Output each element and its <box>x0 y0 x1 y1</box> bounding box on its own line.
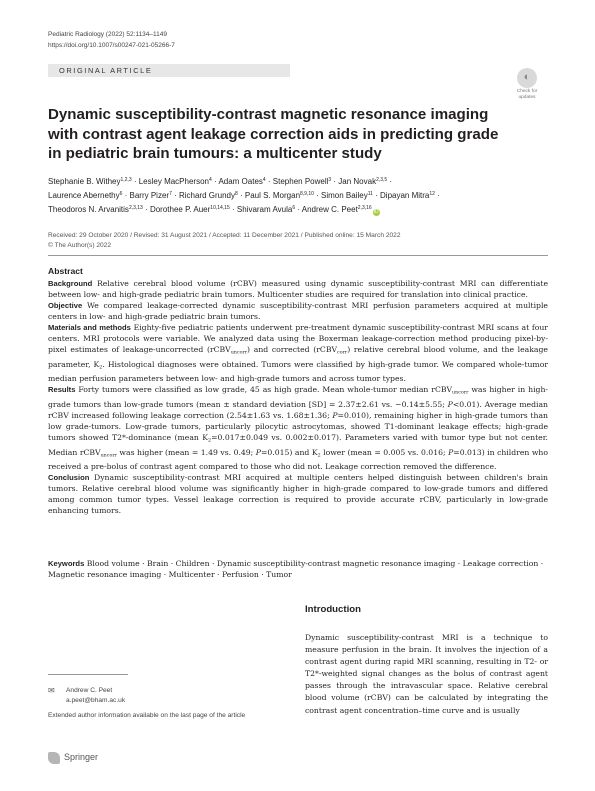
author-name[interactable]: Simon Bailey <box>321 191 368 201</box>
p-symbol: P <box>448 447 454 457</box>
keywords-text: Blood volume · Brain · Children · Dynamic susceptibility-contrast magnetic resonance imaging · Leakage correction · Magnetic resonance imaging · Multicenter · Perfusion · Tumor <box>48 559 544 580</box>
keywords-label: Keywords <box>48 559 85 568</box>
abstract-text: Relative cerebral blood volume (rCBV) measured using dynamic susceptibility-contrast MRI can differentiate between low- and high-grade pediatric brain tumors. Multicenter studies are required for translation into clinical practice. <box>48 279 548 300</box>
abstract-text: We compared leakage-corrected dynamic susceptibility-contrast MRI perfusion parameters acquired at multiple centers in low- and high-grade pediatric brain tumors. <box>48 301 548 322</box>
author-affiliation: 10,14,15 <box>210 205 230 212</box>
author-affiliation: 6 <box>119 191 123 198</box>
author-name[interactable]: Dorothee P. Auer <box>149 205 211 215</box>
check-for-updates-label: Check for updates <box>516 89 538 100</box>
subscript: 2 <box>317 453 321 459</box>
abstract-text: =0.015) and K <box>260 447 318 457</box>
author-affiliation: 2,3,5 <box>376 177 388 183</box>
abstract-text: . Histological diagnoses were obtained. Tumors were classified by high-grade tumor. We compared whole-tumor median perfusion parameters between low- and high-grade tumors and across tumor types. <box>48 359 548 384</box>
abstract-text: =0.010), remaining higher in high-grade tumors than low grade-tumors. Low-grade tumors, particularly pilocytic astrocytomas, showed T1-dominant leakage effects; high-grade tumors showed T2*-dominance (mean K <box>48 411 548 443</box>
introduction-heading: Introduction <box>305 604 361 615</box>
author-affiliation: 6 <box>292 205 296 212</box>
author-affiliation: 8 <box>234 191 238 198</box>
author-affiliation: 11 <box>367 191 373 198</box>
envelope-icon: ✉ <box>48 686 55 695</box>
article-type-label: ORIGINAL ARTICLE <box>59 66 153 75</box>
author-name[interactable]: Lesley MacPherson <box>138 177 209 186</box>
author-affiliation: 3 <box>328 177 332 183</box>
author-name[interactable]: Paul S. Morgan <box>244 191 301 201</box>
author-name[interactable]: Stephen Powell <box>272 177 329 186</box>
abstract-label: Background <box>48 279 93 288</box>
author-name[interactable]: Adam Oates <box>218 177 263 186</box>
publisher-name: Springer <box>64 752 99 762</box>
p-symbol: P <box>255 447 261 457</box>
article-title: Dynamic susceptibility-contrast magnetic resonance imaging with contrast agent leakage correction aids in predicting grade in pediatric brain tumours: a multicenter study <box>48 106 499 162</box>
orcid-icon[interactable]: iD <box>373 209 379 216</box>
abstract-text: Dynamic susceptibility-contrast MRI acquired at multiple centers helped distinguish between children's brain tumors. Relative cerebral blood volume was significantly higher in high-grade compared to low-grade tumors and differed among common tumor types. Vessel leakage correction is required to provide accurate rCBV, particularly in low-grade enhancing tumors. <box>48 473 548 516</box>
subscript: corr <box>337 350 348 356</box>
p-symbol: P <box>447 399 453 409</box>
abstract-text: ) relative cerebral blood volume, and the leakage parameter, K <box>48 345 548 369</box>
author-name[interactable]: Theodoros N. Arvanitis <box>48 205 129 215</box>
abstract-text: was higher in high-grade tumors than low-grade tumors (mean ± standard deviation [SD] = 2.37±2.61 vs. −0.14±5.55; <box>48 385 548 409</box>
abstract-text: =0.013) in children who received a pre-bolus of contrast agent compared to those who did not. Leakage correction removed the difference. <box>48 447 548 472</box>
subscript: 2 <box>99 365 103 371</box>
author-affiliation: 1,2,3 <box>120 177 132 183</box>
abstract-text: lower (mean = 0.005 vs. 0.016; <box>320 447 449 457</box>
abstract-label: Results <box>48 385 76 395</box>
copyright: © The Author(s) 2022 <box>48 242 112 249</box>
abstract-conclusion <box>48 472 548 516</box>
author-name[interactable]: Laurence Abernethy <box>48 191 120 201</box>
author-affiliation: 7 <box>169 191 172 198</box>
introduction-body: Dynamic susceptibility-contrast MRI is a technique to measure perfusion in the brain. It involves the injection of a contrast agent during rapid MRI scanning, resulting in T2- or T2*-weighted signal changes as the bolus of contrast agent passes through the intravascular space. Relative cerebral blood volume (rCBV) can be calculated by integrating the contrast agent concentration–time curve and is usually <box>305 633 548 715</box>
subscript: 2 <box>208 438 212 444</box>
author-affiliation: 4 <box>208 177 212 183</box>
author-name[interactable]: Stephanie B. Withey <box>48 177 121 186</box>
abstract-results <box>48 384 548 472</box>
extended-author-info: Extended author information available on the last page of the article <box>48 712 246 719</box>
subscript: uncorr <box>230 350 248 356</box>
author-name[interactable]: Dipayan Mitra <box>380 191 430 201</box>
author-name[interactable]: Barry Pizer <box>129 191 170 201</box>
publication-dates: Received: 29 October 2020 / Revised: 31 August 2021 / Accepted: 11 December 2021 / Published online: 15 March 2022 <box>48 232 401 239</box>
springer-horse-logo <box>48 752 60 764</box>
author-name[interactable]: Jan Novak <box>338 177 377 186</box>
footnote-rule <box>48 674 128 675</box>
author-name[interactable]: Andrew C. Peet <box>301 205 358 215</box>
author-affiliation: 8,9,10 <box>300 191 314 198</box>
abstract-text: =0.017±0.049 vs. 0.002±0.017). Parameters varied with tumor type but not center. Median rCBV <box>48 433 548 457</box>
author-name[interactable]: Richard Grundy <box>178 191 235 201</box>
abstract-label: Objective <box>48 301 83 311</box>
abstract <box>48 266 548 516</box>
doi-link[interactable]: https://doi.org/10.1007/s00247-021-05266-7 <box>48 42 175 49</box>
abstract-label: Conclusion <box>48 473 90 483</box>
corresponding-author-name: Andrew C. Peet <box>66 687 113 694</box>
author-affiliation: 12 <box>429 191 435 198</box>
abstract-methods <box>48 322 548 384</box>
abstract-background <box>48 278 548 300</box>
keywords <box>48 558 548 580</box>
abstract-text: Eighty-five pediatric patients underwent pre-treatment dynamic susceptibility-contrast MRI scans at four centers. MRI protocols were variable. We analyzed data using the Boxerman leakage-correction method producing pixel-by-pixel estimates of leakage-uncorrected (rCBV <box>48 323 548 355</box>
abstract-objective <box>48 300 548 322</box>
corresponding-author-email[interactable]: a.peet@bham.ac.uk <box>66 697 126 704</box>
check-for-updates-badge[interactable] <box>508 68 546 102</box>
abstract-heading: Abstract <box>48 266 83 276</box>
journal-citation: Pediatric Radiology (2022) 52:1134–1149 <box>48 31 168 38</box>
author-list: Stephanie B. Withey$^{1,2,3}$ · Lesley MacPherson$^4$ · Adam Oates$^4$ · Stephen Powell$^3$ · Jan Novak$^{2,3,5}$ · Laurence Abernethy$^6$ · Barry Pizer$^7$ · Richard Grundy$^8$ · Paul S. Morgan$^{8,9,10}$ · Simon Bailey$^{11}$ · Dipayan Mitra$^{12}$ · Theodoros N. Arvanitis$^{2,3,13}$ · Dorothee P. Auer$^{10,14,15}$ · Shivaram Avula$^6$ · Andrew C. Peet$^{2,3,16}$iD <box>48 177 440 216</box>
author-affiliation: 2,3,13 <box>128 205 143 212</box>
subscript: uncorr <box>452 390 469 396</box>
abstract-text: was higher (mean = 1.49 vs. 0.49; <box>116 447 256 457</box>
abstract-text: ) and corrected (rCBV <box>247 345 338 355</box>
author-affiliation: 2,3,16 <box>357 205 372 212</box>
abstract-label: Materials and methods <box>48 323 131 333</box>
abstract-text: Forty tumors were classified as low grade, 45 as high grade. Mean whole-tumor median rCBV <box>78 385 453 395</box>
abstract-text: <0.01). Average median rCBV increased following leakage correction (2.54±1.63 vs. 1.68±1.36; <box>48 399 548 421</box>
bookmark-icon: ◐ <box>523 71 531 83</box>
p-symbol: P <box>332 411 338 421</box>
section-divider <box>48 255 548 256</box>
author-affiliation: 4 <box>262 177 266 183</box>
author-name[interactable]: Shivaram Avula <box>236 205 293 215</box>
subscript: uncorr <box>100 453 117 459</box>
